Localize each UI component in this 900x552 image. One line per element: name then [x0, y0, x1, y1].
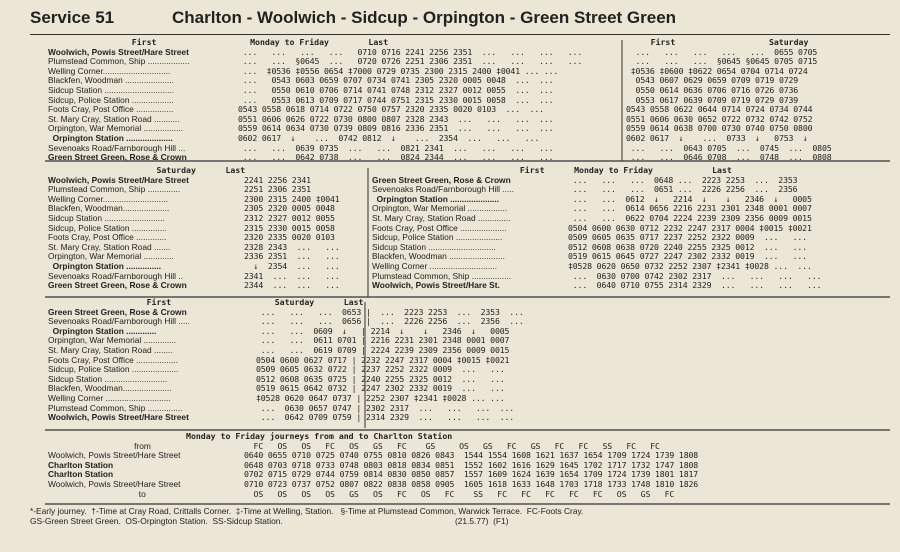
stop-name: Plumstead Common, Ship ............... — [48, 403, 183, 413]
stop-name: Orpington, War Memorial ................. — [372, 204, 508, 214]
block-header: First Saturday Last — [48, 298, 364, 307]
departure-times: ... 0630 0700 0742 2302 2317 ... ... ... ... — [568, 271, 822, 281]
timetable-row — [48, 262, 366, 272]
timetable-row — [626, 134, 890, 144]
timetable-row — [48, 394, 648, 404]
departure-times: 2336 2351 ... ... — [244, 252, 340, 262]
timetable-row — [626, 124, 890, 134]
departure-times: ... 0553 0613 0709 0717 0744 0751 2315 2330 0015 0058 ... ... — [238, 95, 554, 105]
departure-times: 0710 0723 0737 0752 0807 0822 0838 0858 0905 1605 1618 1633 1648 1703 1718 1733 1748 1810 1826 — [244, 479, 699, 489]
timetable-row — [48, 185, 366, 195]
departure-times: 0553 0617 0639 0709 0719 0729 0739 — [626, 95, 799, 105]
block-mf-inbound — [372, 166, 890, 291]
departure-times: ‡0528 0620 0650 0732 2252 2307 ‡2341 ‡0028 ... ... — [568, 261, 812, 271]
departure-times: 2344 ... ... ... — [244, 281, 340, 291]
stop-name: St. Mary Cray, Station Road ........ — [48, 345, 173, 355]
timetable-row — [626, 144, 890, 154]
departure-times: 0648 0703 0718 0733 0748 0803 0818 0834 0851 1552 1602 1616 1629 1645 1702 1717 1732 1747 1808 — [244, 460, 699, 470]
departure-times: ... ... §0645 ... 0720 0726 2251 2306 2351 ... ... ... ... — [238, 57, 583, 67]
departure-times: ... ... ... §0645 §0645 0705 0715 — [626, 57, 818, 67]
timetable-row — [48, 480, 890, 490]
timetable-row — [48, 461, 890, 471]
timetable-row — [372, 195, 890, 205]
stop-name: Orpington, War Memorial ............. — [48, 252, 174, 262]
stop-name: Orpington, War Memorial .............. — [48, 336, 177, 346]
timetable-row — [372, 243, 890, 253]
stop-name: Sidcup Station ........................... — [48, 374, 168, 384]
departure-times: 0551 0606 0630 0652 0722 0732 0742 0752 — [626, 114, 813, 124]
departure-times: 2241 2256 2341 — [244, 175, 311, 185]
departure-times: ... ... 0609 ↓ | 2214 ↓ ↓ 2346 ↓ 0005 — [256, 326, 510, 336]
departure-times: ... 0642 0709 0759 | 2314 2329 ... ... ... ... — [256, 413, 515, 423]
timetable-row — [48, 384, 648, 394]
stop-name: Orpington Station ............. — [48, 326, 157, 336]
stop-name: Sidcup Station .............................. — [48, 85, 175, 95]
departure-times: 0602 0617 ↓ ... 0733 ↓ 0753 ↓ — [626, 133, 808, 143]
departure-times: 2328 2343 ... ... — [244, 242, 340, 252]
departure-times: 0512 0608 0635 0725 | 2240 2255 2325 0012 ... ... — [256, 374, 505, 384]
rows — [48, 308, 648, 423]
timetable-row — [48, 48, 622, 58]
stop-name: Sidcup, Police Station ............... — [48, 223, 167, 233]
stop-name: Green Street Green, Rose & Crown — [48, 153, 187, 163]
stop-name: Woolwich, Powis Street/Hare Street — [48, 47, 189, 57]
block-sat-inbound — [48, 298, 648, 423]
stop-name: Woolwich, Powis Street/Hare Street — [48, 413, 189, 423]
stop-name: Woolwich, Powis Street/Hare Street — [48, 451, 181, 461]
departure-times: 0702 0715 0729 0744 0759 0814 0830 0850 0857 1557 1609 1624 1639 1654 1709 1724 1739 1801 1817 — [244, 470, 699, 480]
rows — [626, 48, 890, 163]
block-sat-outbound — [626, 38, 890, 163]
timetable-row — [372, 281, 890, 291]
departure-times: ... 0630 0657 0747 | 2302 2317 ... ... ... ... — [256, 403, 515, 413]
departure-times: 2320 2335 0020 0103 — [244, 233, 335, 243]
stop-name: Plumstead Common, Ship .............. — [48, 185, 181, 195]
departure-times: 0509 0605 0635 0717 2237 2252 2322 0009 ... ... — [568, 233, 807, 243]
departure-times: 0519 0615 0645 0727 2247 2302 2332 0019 ... ... — [568, 252, 807, 262]
timetable-row — [48, 413, 648, 423]
stop-name: Blackfen, Woodman ........................ — [372, 252, 505, 262]
departure-times: 0543 0607 0629 0659 0709 0719 0729 — [626, 76, 799, 86]
departure-times: ... ... 0622 0704 2224 2239 2309 2356 0009 0015 — [568, 213, 812, 223]
rows — [48, 176, 366, 291]
timetable-row — [48, 57, 622, 67]
rows — [372, 176, 890, 291]
timetable-row — [48, 281, 366, 291]
timetable-row — [48, 176, 366, 186]
timetable-row — [48, 195, 366, 205]
timetable-row — [48, 105, 622, 115]
timetable-row — [48, 204, 366, 214]
stop-name: Green Street Green, Rose & Crown — [48, 307, 187, 317]
timetable-row — [48, 336, 648, 346]
timetable-title — [30, 6, 890, 35]
stop-name: Foots Cray, Post Office ................ — [48, 105, 174, 115]
block-charlton — [48, 432, 890, 499]
departure-times: ... ... 0639 0735 ... ... 0821 2341 ... ... ... ... — [238, 143, 554, 153]
timetable-row — [626, 105, 890, 115]
stop-name: Sidcup, Police Station .................. — [48, 95, 174, 105]
timetable-row — [626, 86, 890, 96]
timetable-row — [48, 144, 622, 154]
departure-times: ... ... ... 0648 ... 2223 2253 ... 2353 — [568, 175, 798, 185]
timetable-row — [626, 67, 890, 77]
timetable-row — [48, 96, 622, 106]
timetable-row — [48, 272, 366, 282]
departure-times: ... ‡0536 ‡0556 0654 ‡7000 0729 0735 2300 2315 2400 ‡0041 ... ... — [238, 66, 559, 76]
departure-times: ... ... 0619 0709 | 2224 2239 2309 2356 0009 0015 — [256, 345, 510, 355]
timetable-row — [48, 134, 622, 144]
stop-name: Charlton Station — [48, 470, 114, 480]
departure-times: ... ... ... ... ... 0655 0705 — [626, 47, 818, 57]
stop-name: Sevenoaks Road/Farnborough Hill ... — [48, 143, 186, 153]
stop-name: Sidcup, Police Station .................... — [48, 365, 179, 375]
stop-name: Woolwich, Powis Street/Hare Street — [48, 479, 181, 489]
timetable-row — [48, 470, 890, 480]
departure-times: ... 0543 0603 0659 0707 0734 0741 2305 2320 0005 0048 ... ... — [238, 76, 554, 86]
stop-name: St. Mary Cray, Station Road ........... — [48, 114, 180, 124]
timetable-row — [626, 96, 890, 106]
departure-times: ... ... ... 0651 ... 2226 2256 ... 2356 — [568, 185, 798, 195]
timetable-row — [48, 233, 366, 243]
timetable-row — [48, 153, 622, 163]
timetable-row — [48, 67, 622, 77]
departure-times: OS OS OS OS GS OS FC OS FC SS FC FC FC FC FC OS GS FC — [244, 489, 675, 499]
rows — [48, 48, 622, 163]
stop-name: Green Street Green, Rose & Crown — [48, 281, 187, 291]
stop-name: St. Mary Cray, Station Road ....... — [48, 242, 171, 252]
timetable-row — [48, 365, 648, 375]
timetable-row — [48, 243, 366, 253]
timetable-row — [626, 153, 890, 163]
footnote-line: GS-Green Street Green. OS-Orpington Station. SS-Sidcup Station. (21.5.77) (F1) — [30, 516, 509, 526]
service-number: Service 51 — [30, 8, 115, 27]
departure-times: ... ... 0642 0738 ... ... 0824 2344 ... ... ... ... — [238, 153, 554, 163]
footnote-line: *-Early journey. †-Time at Cray Road, Crittalls Corner. ‡-Time at Welling, Station. §-Time at Plumstead Common, Warwick Terrace. FC-Foots Cray. — [30, 506, 584, 516]
departure-times: 0504 0600 0630 0712 2232 2247 2317 0004 ‡0015 ‡0021 — [568, 223, 812, 233]
timetable-row — [372, 262, 890, 272]
departure-times: ‡0528 0620 0647 0737 | 2252 2307 ‡2341 ‡0028 ... ... — [256, 393, 505, 403]
stop-name: Sevenoaks Road/Farnborough Hill .. — [48, 271, 184, 281]
timetable-row — [48, 115, 622, 125]
timetable-row — [48, 76, 622, 86]
departure-times: ... ... 0611 0701 | 2216 2231 2301 2348 0001 0007 — [256, 336, 510, 346]
stop-name: Orpington Station ..................... — [372, 194, 500, 204]
timetable-row — [372, 272, 890, 282]
stop-name: Foots Cray, Post Office .................... — [372, 223, 507, 233]
stop-name: Sidcup, Police Station .................... — [372, 233, 503, 243]
timetable-row — [48, 214, 366, 224]
departure-times: 0504 0600 0627 0717 | 2232 2247 2317 0004 ‡0015 ‡0021 — [256, 355, 510, 365]
departure-times: 0543 0558 0622 0644 0714 0724 0734 0744 — [626, 105, 813, 115]
departure-times: 2251 2306 2351 — [244, 185, 311, 195]
timetable-row — [48, 327, 648, 337]
stop-name: Woolwich, Powis Street/Hare Street — [48, 175, 189, 185]
block-header: Monday to Friday journeys from and to Charlton Station — [48, 432, 453, 441]
route-name: Charlton - Woolwich - Sidcup - Orpington - Green Street Green — [172, 8, 677, 27]
timetable-row — [626, 57, 890, 67]
timetable-row — [48, 346, 648, 356]
timetable-row — [48, 308, 648, 318]
departure-times: 0512 0608 0638 0720 2240 2255 2325 0012 ... ... — [568, 242, 807, 252]
departure-times: 0559 0614 0634 0730 0739 0809 0816 2336 2351 ... ... ... ... — [238, 124, 554, 134]
departure-times: 0543 0558 0618 0714 0722 0750 0757 2320 2335 0020 0103 ... ... — [238, 105, 544, 115]
departure-times: 2305 2320 0005 0048 — [244, 204, 335, 214]
stop-name: Welling Corner ............................ — [48, 393, 171, 403]
departure-times: 2315 2330 0015 0058 — [244, 223, 335, 233]
timetable-row — [372, 176, 890, 186]
stop-name: Sidcup Station ............................. — [372, 242, 496, 252]
timetable-row — [372, 233, 890, 243]
timetable-row — [48, 404, 648, 414]
stop-name: Sevenoaks Road/Farnborough Hill ..... — [48, 317, 190, 327]
departure-times: 2312 2327 0012 0055 — [244, 213, 335, 223]
departure-times: ↓ 2354 ... ... — [244, 261, 340, 271]
stop-name: Orpington Station .................... — [48, 133, 173, 143]
timetable-row — [48, 86, 622, 96]
stop-name: Orpington, War Memorial ................. — [48, 124, 184, 134]
timetable-row — [48, 356, 648, 366]
departure-times: ... ... 0612 ↓ 2214 ↓ ↓ 2346 ↓ 0005 — [568, 194, 812, 204]
stop-name: from — [48, 441, 151, 451]
block-header: Saturday Last — [48, 166, 246, 175]
rows — [48, 442, 890, 500]
timetable-row — [48, 224, 366, 234]
departure-times: ... ... ... 0653 | ... 2223 2253 ... 2353 ... — [256, 307, 524, 317]
timetable-row — [48, 490, 890, 500]
block-header: First Saturday — [626, 38, 809, 47]
block-sat-late-outbound — [48, 166, 366, 291]
departure-times: 0640 0655 0710 0725 0740 0755 0810 0826 0843 1544 1554 1608 1621 1637 1654 1709 1724 1739 1808 — [244, 451, 699, 461]
stop-name: Blackfen, Woodman ..................... — [48, 76, 174, 86]
stop-name: Welling Corner............................ — [48, 194, 168, 204]
departure-times: FC OS OS FC OS GS FC GS OS GS FC GS FC FC SS FC FC — [244, 441, 660, 451]
timetable-row — [48, 375, 648, 385]
stop-name: Sidcup Station .......................... — [48, 213, 165, 223]
stop-name: St. Mary Cray, Station Road .............. — [372, 213, 511, 223]
stop-name: Welling Corner ............................. — [372, 261, 498, 271]
departure-times: 2341 ... ... ... — [244, 271, 340, 281]
timetable-row — [48, 124, 622, 134]
timetable-row — [372, 214, 890, 224]
stop-name: Welling Corner............................. — [48, 66, 171, 76]
departure-times: ... ... 0614 0656 2216 2231 2301 2348 0001 0007 — [568, 204, 812, 214]
timetable-row — [48, 252, 366, 262]
stop-name: to — [48, 489, 146, 499]
departure-times: ... ... ... 0656 | ... 2226 2256 ... 2356 ... — [256, 317, 524, 327]
departure-times: ... ... ... ... 0710 0716 2241 2256 2351 ... ... ... ... — [238, 47, 583, 57]
departure-times: 0551 0606 0626 0722 0730 0800 0807 2328 2343 ... ... ... ... — [238, 114, 554, 124]
departure-times: 0602 0617 ↓ ... 0742 0812 ↓ ... 2354 ... ... ... — [238, 133, 540, 143]
stop-name: Foots Cray, Post Office .................. — [48, 355, 179, 365]
block-header: First Monday to Friday Last — [48, 38, 389, 47]
stop-name: Sevenoaks Road/Farnborough Hill ..... — [372, 185, 514, 195]
timetable-row — [626, 76, 890, 86]
departure-times: 2300 2315 2400 ‡0041 — [244, 194, 340, 204]
timetable-row — [48, 451, 890, 461]
timetable-row — [48, 442, 890, 452]
stop-name: Charlton Station — [48, 460, 114, 470]
block-header: First Monday to Friday Last — [372, 166, 732, 175]
departure-times: ... ... 0646 0708 ... 0748 ... 0808 — [626, 153, 832, 163]
timetable-row — [372, 224, 890, 234]
departure-times: 0509 0605 0632 0722 | 2237 2252 2322 0009 ... ... — [256, 365, 505, 375]
departure-times: ... 0640 0710 0755 2314 2329 ... ... ... ... — [568, 281, 822, 291]
stop-name: Foots Cray, Post Office ............. — [48, 233, 167, 243]
departure-times: 0559 0614 0638 0700 0730 0740 0750 0800 — [626, 124, 813, 134]
departure-times: ... 0550 0610 0706 0714 0741 0748 2312 2327 0012 0055 ... ... — [238, 85, 554, 95]
footnotes — [30, 506, 890, 526]
departure-times: ‡0536 ‡0600 ‡0622 0654 0704 0714 0724 — [626, 66, 808, 76]
timetable-row — [48, 317, 648, 327]
stop-name: Woolwich, Powis Street/Hare St. — [372, 281, 500, 291]
block-mf-outbound — [48, 38, 622, 163]
stop-name: Plumstead Common, Ship ................. — [372, 271, 512, 281]
stop-name: Plumstead Common, Ship .................. — [48, 57, 190, 67]
timetable-row — [626, 115, 890, 125]
stop-name: Blackfen, Woodman..................... — [48, 384, 172, 394]
timetable-row — [372, 252, 890, 262]
stop-name: Green Street Green, Rose & Crown — [372, 175, 511, 185]
departure-times: 0550 0614 0636 0706 0716 0726 0736 — [626, 85, 799, 95]
departure-times: 0519 0615 0642 0732 | 2247 2302 2332 0019 ... ... — [256, 384, 505, 394]
timetable-row — [372, 204, 890, 214]
timetable-row — [626, 48, 890, 58]
departure-times: ... ... 0643 0705 ... 0745 ... 0805 — [626, 143, 832, 153]
stop-name: Orpington Station ............... — [48, 261, 162, 271]
timetable-row — [372, 185, 890, 195]
stop-name: Blackfen, Woodman.................... — [48, 204, 170, 214]
